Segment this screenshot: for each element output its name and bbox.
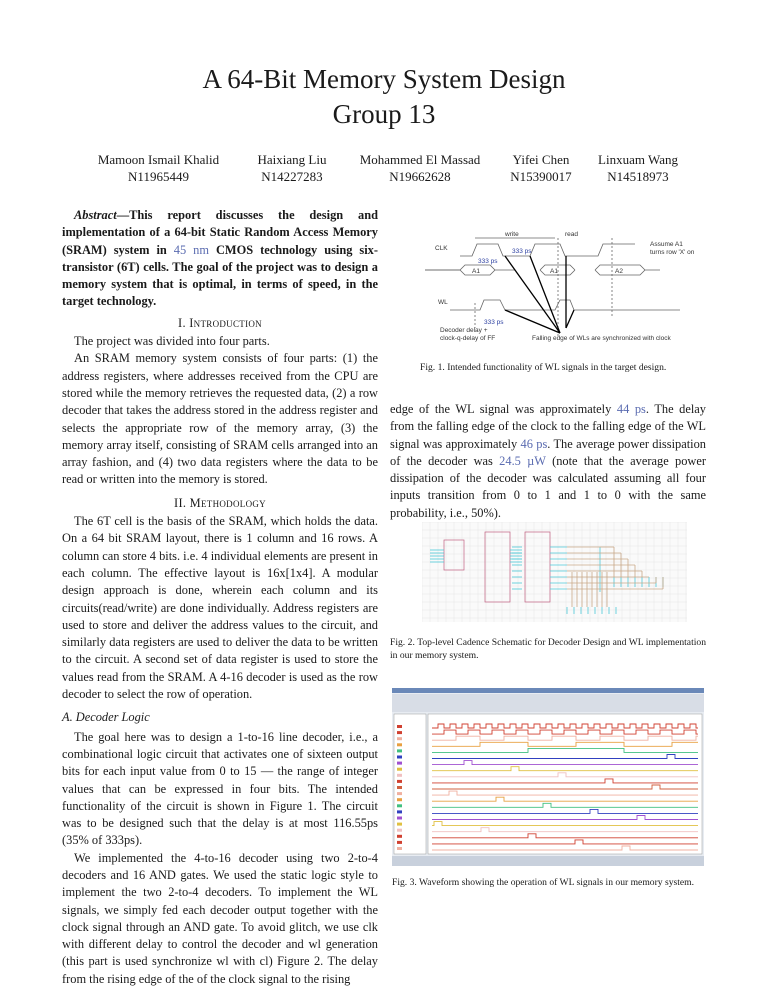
- subsection-heading: A. Decoder Logic: [62, 710, 150, 725]
- figure-3-waveform-screenshot: [392, 688, 704, 866]
- label-decoder-delay: clock-q-delay of FF: [440, 335, 496, 342]
- author-name: Mamoon Ismail Khalid: [97, 152, 220, 167]
- value: 44 ps: [616, 402, 646, 416]
- label-a2: A2: [615, 268, 623, 275]
- author-id: N19662628: [389, 169, 451, 184]
- value: 46 ps: [520, 436, 548, 451]
- signal-color-marker: [397, 756, 402, 759]
- author-1: [86, 151, 231, 185]
- signal-color-marker: [397, 829, 402, 832]
- signal-color-marker: [397, 774, 402, 777]
- signal-color-marker: [397, 762, 402, 765]
- figure-3-caption: Fig. 3. Waveform showing the operation of WL signals in our memory system.: [392, 877, 695, 888]
- signal-color-marker: [397, 841, 402, 844]
- section-title: Methodology: [189, 495, 266, 510]
- label-clk: CLK: [435, 245, 448, 252]
- label-wl: WL: [438, 299, 448, 306]
- signal-color-marker: [397, 737, 402, 740]
- section-number: II.: [174, 495, 190, 510]
- label-read: read: [565, 231, 579, 238]
- label-333ps: 333 ps: [478, 258, 498, 265]
- figure-2-caption: Fig. 2. Top-level Cadence Schematic for Decoder Design and WL implementation in our memory system.: [390, 637, 706, 661]
- figure-1-caption: Fig. 1. Intended functionality of WL signals in the target design.: [420, 362, 667, 373]
- signal-color-marker: [397, 768, 402, 771]
- section-title: Introduction: [189, 315, 262, 330]
- signal-color-marker: [397, 780, 402, 783]
- figure-2-schematic: [422, 522, 687, 622]
- signal-color-marker: [397, 817, 402, 820]
- text: . The average power dissipation of the decoder was: [390, 436, 706, 468]
- author-5: [588, 151, 688, 185]
- abstract: [62, 207, 378, 311]
- author-id: N15390017: [510, 169, 572, 184]
- text: edge of the WL signal was approximately: [390, 402, 617, 416]
- paragraph: An SRAM memory system consists of four parts: (1) the address registers, where addresses received from the CPU are stored while the memory retrieves the requested data, (2) a row decoder that takes the address stored in the address register and selects the appropriate row of the memory array, (3) the memory array itself, consisting of SRAM cells arranged into an array fashion, and (4) two data registers where the data to be read or written into the memory is stored.: [62, 351, 378, 487]
- paragraph: The project was divided into four parts.: [74, 334, 270, 349]
- author-4: [496, 151, 586, 185]
- left-column: [62, 207, 378, 988]
- signal-color-marker: [397, 792, 402, 795]
- paragraph: [390, 401, 706, 522]
- author-id: N11965449: [128, 169, 189, 184]
- label-333ps: 333 ps: [484, 319, 504, 326]
- abstract-text: —This report discusses the design and implementation of a 64-bit Static Random Access Memory (SRAM) system in: [62, 208, 378, 257]
- author-2: [242, 151, 342, 185]
- signal-color-marker: [397, 786, 402, 789]
- label-a1: A1: [550, 268, 558, 275]
- author-3: [345, 151, 495, 185]
- text: . The delay from the falling edge of the clock to the falling edge of the WL signal was approximately: [390, 402, 706, 451]
- signal-color-marker: [397, 810, 402, 813]
- author-name: Yifei Chen: [512, 152, 570, 167]
- label-falling-edge: Falling edge of WLs are synchronized with clock: [532, 335, 671, 342]
- signal-color-marker: [397, 804, 402, 807]
- text: (note that the average power dissipation of the decoder was calculated assuming all four inputs transition from 0 to 1 and 1 to 0 with the same probability, i.e., 50%).: [390, 453, 706, 520]
- section-heading-introduction: [62, 315, 378, 332]
- label-write: write: [505, 231, 519, 238]
- paragraph: The goal here was to design a 1-to-16 line decoder, i.e., a combinational logic circuit that activates one of sixteen output bits for each input value from 0 to 15 — the range of integer values that can be expressed in four bits. The intended functionality of the circuit is shown in Figure 1. The circuit was to be designed such that the delay is at most 116.55ps (35% of 333ps).: [62, 729, 378, 848]
- signal-color-marker: [397, 835, 402, 838]
- signal-color-marker: [397, 743, 402, 746]
- section-heading-methodology: [62, 495, 378, 512]
- section-number: I.: [178, 315, 190, 330]
- value: 24.5 µW: [499, 453, 546, 468]
- author-name: Mohammed El Massad: [359, 152, 481, 167]
- paragraph: We implemented the 4-to-16 decoder using two 2-to-4 decoders and 16 AND gates. We used the static logic style to implement the two 2-to-4 decoders. To implement the WL signals, we simply fed each decoder output together with the clock signal through an AND gate. To avoid glitch, we use clk with different delay to control the decoder and wl generation (this part is used synchronize wl with cl) Figure 2. The delay from the rising edge of the of the clock signal to the rising: [62, 850, 378, 986]
- paper-title: A 64-Bit Memory System Design: [202, 64, 566, 94]
- right-column-text: [390, 401, 706, 522]
- signal-color-marker: [397, 847, 402, 850]
- signal-color-marker: [397, 823, 402, 826]
- paper-subtitle: Group 13: [332, 99, 436, 129]
- signal-color-marker: [397, 725, 402, 728]
- label-333ps: 333 ps: [512, 248, 532, 255]
- label-assume: turns row 'X' on: [650, 249, 695, 256]
- author-name: Linxuam Wang: [598, 152, 678, 167]
- author-id: N14518973: [607, 169, 669, 184]
- label-a1: A1: [472, 268, 480, 275]
- author-name: Haixiang Liu: [257, 152, 327, 167]
- signal-color-marker: [397, 731, 402, 734]
- figure-1-timing-diagram: [420, 228, 700, 343]
- paragraph: The 6T cell is the basis of the SRAM, which holds the data. On a 64 bit SRAM layout, there is 1 column and 16 rows. A column can store 4 bits. i.e. 4 individual elements are present in each column. The effective layout is 16x[1x4]. A modular design approach is done, wherein each column and its circuits(read/write) are done individually. Address registers are used to store and deliver the address values to the circuit, and similarly data registers are used to deliver the data to be written to the circuit. A second set of data register is used to store the values read from the SRAM. A 4-16 decoder is used as the row decoder to select the row of operation.: [62, 514, 378, 702]
- abstract-unit: 45 nm: [173, 242, 209, 257]
- signal-color-marker: [397, 749, 402, 752]
- label-assume: Assume A1: [650, 241, 683, 248]
- signal-color-marker: [397, 798, 402, 801]
- abstract-label: Abstract: [74, 208, 117, 222]
- label-decoder-delay: Decoder delay +: [440, 327, 488, 334]
- author-id: N14227283: [261, 169, 323, 184]
- abstract-text: CMOS technology using six-transistor (6T) cells. The goal of the project was to design a memory system that is optimal, in terms of speed, in the target technology.: [62, 242, 378, 309]
